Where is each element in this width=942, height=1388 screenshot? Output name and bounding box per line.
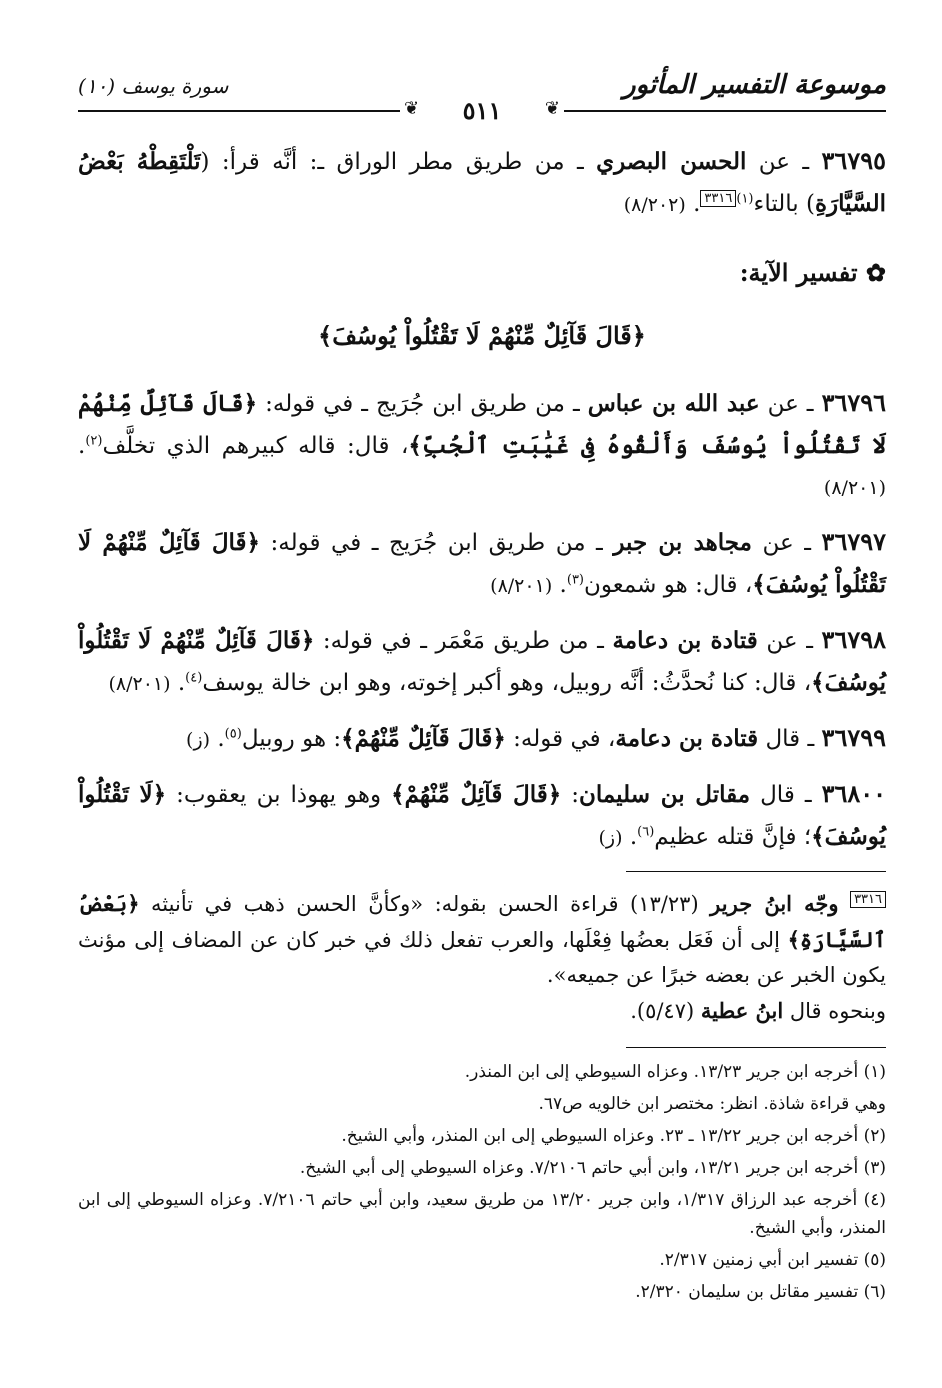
footnote-marker: (٢) bbox=[85, 433, 103, 449]
entry-text: ، قال: كنا نُحدَّثُ: أنَّه روبيل، وهو أكبر إخوته، وهو ابن خالة يوسف bbox=[202, 670, 812, 696]
entry-text: . bbox=[559, 572, 567, 598]
footnote-marker: (٥) bbox=[224, 726, 242, 742]
section-heading bbox=[78, 252, 886, 293]
quran-quote: ﴿قَالَ قَآئِلٌ مِّنْهُمْ لَا تَقْتُلُواْ يُوسُفَ﴾ bbox=[78, 627, 886, 696]
footnote-marker: (٤) bbox=[185, 670, 203, 686]
quran-quote: ﴿قَالَ قَآئِلٌ مِّنْهُمْ﴾ bbox=[341, 725, 506, 752]
entry-text: ) بالتاء bbox=[753, 191, 815, 217]
footnote: (٢) أخرجه ابن جرير ١٣/٢٢ ـ ٢٣. وعزاه السيوطي إلى ابن المنذر، وأبي الشيخ. bbox=[341, 1126, 886, 1146]
entry-number: ٣٦٧٩٥ bbox=[821, 146, 886, 175]
source-ref: (٨/٢٠١) bbox=[108, 673, 171, 695]
entry-text: ـ من طريق ابن جُرَيج ـ في قوله: bbox=[257, 391, 588, 417]
footnote: (٥) تفسير ابن أبي زمنين ٢/٣١٧. bbox=[659, 1250, 886, 1270]
entry-text: ، قال: قاله كبيرهم الذي تخلَّف bbox=[102, 433, 409, 459]
quran-quote: ﴿قَالَ قَآئِلٌ مِّنْهُمْ لَا تَقْتُلُواْ يُوسُفَ﴾ bbox=[78, 529, 886, 598]
quran-quote: ﴿بَعْضُ ٱلسَّيَّارَةِ﴾ bbox=[78, 891, 886, 952]
entry-text: ، قال: هو شمعون bbox=[584, 572, 753, 598]
narrator-name: عبد الله بن عباس bbox=[587, 390, 760, 417]
entry-36800 bbox=[78, 773, 886, 859]
section-title: تفسير الآية: bbox=[739, 258, 858, 287]
quran-quote: ﴿لَا تَقْتُلُواْ يُوسُفَ﴾ bbox=[78, 781, 886, 850]
entry-36798 bbox=[78, 619, 886, 705]
header-rule bbox=[78, 96, 886, 126]
footnote: وهي قراءة شاذة. انظر: مختصر ابن خالويه ص٦٧. bbox=[538, 1094, 886, 1114]
source-ref: (ز) bbox=[186, 729, 211, 751]
footnotes bbox=[78, 1058, 886, 1306]
entry-text: ـ عن bbox=[757, 628, 822, 654]
verse-heading: ﴿قَالَ قَآئِلٌ مِّنْهُمْ لَا تَقْتُلُواْ يُوسُفَ﴾ bbox=[318, 321, 646, 350]
entry-text: : هو روبيل bbox=[241, 726, 342, 752]
source-ref: (٨/٢٠١) bbox=[823, 477, 886, 499]
quran-quote: ﴿قَالَ قَآئِلٌ مِّنْهُمْ لَا تَقْتُلُواْ يُوسُفَ وَأَلْقُوهُ فِى غَيَٰبَتِ ٱلْجُبِّ﴾ bbox=[78, 390, 886, 459]
entry-text: ـ من طريق ابن جُرَيج ـ في قوله: bbox=[260, 530, 614, 556]
entry-36796 bbox=[78, 382, 886, 509]
entry-text: ـ من طريق مطر الوراق ـ: أنَّه قرأ: ( bbox=[200, 149, 597, 175]
source-ref: (٨/٢٠١) bbox=[490, 575, 553, 597]
commentator-name: وجّه ابنُ جرير bbox=[710, 891, 839, 916]
entry-text: ـ عن bbox=[746, 149, 822, 175]
commentary-separator bbox=[626, 871, 886, 872]
footnote: (٤) أخرجه عبد الرزاق ١/٣١٧، وابن جرير ١٣/٢٠ من طريق سعيد، وابن أبي حاتم ٧/٢١٠٦. وعزاه السيوطي إلى ابن المنذر، وأبي الشيخ. bbox=[78, 1190, 886, 1238]
commentary-text: (٥/٤٧). bbox=[630, 999, 701, 1023]
main-text bbox=[78, 140, 886, 1310]
header-line-right bbox=[564, 110, 886, 112]
entry-text: ، في قوله: bbox=[505, 726, 616, 752]
entry-36797 bbox=[78, 521, 886, 607]
entry-text: ـ عن bbox=[759, 391, 822, 417]
entry-text: ـ من طريق مَعْمَر ـ في قوله: bbox=[314, 628, 613, 654]
entry-number: ٣٦٧٩٨ bbox=[821, 625, 886, 654]
entry-text: . bbox=[78, 433, 86, 459]
entry-text: ـ قال bbox=[750, 782, 822, 808]
narrator-name: مجاهد بن جبر bbox=[613, 529, 752, 556]
source-ref: (ز) bbox=[598, 827, 623, 849]
header-line-left bbox=[78, 110, 400, 112]
ornament-icon: ❦ bbox=[544, 98, 560, 119]
footnote-marker: (٦) bbox=[637, 824, 655, 840]
entry-text: وهو يهوذا بن يعقوب: bbox=[166, 782, 392, 808]
entry-36799 bbox=[78, 717, 886, 761]
commentary-text: إلى أن فَعَل بعضُها فِعْلَها، والعرب تفعل ذلك في خبر كان عن المضاف إلى مؤنث يكون الخبر عن بعضه خبرًا عن جميعه». bbox=[78, 928, 886, 987]
entry-text: . bbox=[177, 670, 186, 696]
narrator-name: مقاتل بن سليمان bbox=[578, 781, 751, 808]
commentary-note bbox=[78, 886, 886, 1029]
footnotes-separator bbox=[626, 1047, 886, 1048]
entry-number: ٣٦٧٩٧ bbox=[821, 527, 886, 556]
entry-36795 bbox=[78, 140, 886, 226]
commentary-text: وبنحوه قال bbox=[783, 999, 886, 1023]
narrator-name: قتادة بن دعامة bbox=[612, 627, 758, 654]
entry-number: ٣٦٧٩٩ bbox=[821, 723, 886, 752]
source-ref: (٨/٢٠٢) bbox=[623, 194, 686, 216]
entry-text: : bbox=[561, 782, 579, 808]
entry-text: ـ قال bbox=[758, 726, 822, 752]
entry-text: . bbox=[629, 824, 638, 850]
page-header bbox=[78, 60, 886, 126]
footnote: (٣) أخرجه ابن جرير ١٣/٢١، وابن أبي حاتم ٧/٢١٠٦. وعزاه السيوطي إلى أبي الشيخ. bbox=[299, 1158, 886, 1178]
surah-title: سورة يوسف (١٠) bbox=[78, 74, 229, 98]
page-number: ٥١١ bbox=[462, 96, 502, 125]
narrator-name: قتادة بن دعامة bbox=[615, 725, 759, 752]
entry-text: ؛ فإنَّ قتله عظيم bbox=[654, 824, 812, 850]
entry-text: . bbox=[217, 726, 225, 752]
ornament-icon: ❦ bbox=[404, 98, 420, 119]
entry-text: ـ عن bbox=[751, 530, 822, 556]
flower-ornament-icon: ✿ bbox=[865, 258, 886, 287]
footnote-marker: (١) bbox=[736, 191, 754, 207]
commentary-box-label: ٣٣١٦ bbox=[850, 891, 886, 908]
commentary-text: (١٣/٢٣) قراءة الحسن بقوله: «وكأنَّ الحسن ذهب في تأنيثه bbox=[139, 892, 711, 916]
footnote: (٦) تفسير مقاتل بن سليمان ٢/٣٢٠. bbox=[635, 1282, 886, 1302]
commentary-box-ref: ٣٣١٦ bbox=[700, 190, 736, 207]
footnote-marker: (٣) bbox=[566, 572, 584, 588]
narrator-name: الحسن البصري bbox=[596, 148, 747, 175]
entry-number: ٣٦٧٩٦ bbox=[821, 388, 887, 417]
footnote: (١) أخرجه ابن جرير ١٣/٢٣. وعزاه السيوطي إلى ابن المنذر. bbox=[464, 1062, 886, 1082]
book-title: موسوعة التفسير المأثور bbox=[623, 70, 886, 100]
entry-number: ٣٦٨٠٠ bbox=[821, 779, 887, 808]
quran-quote: ﴿قَالَ قَآئِلٌ مِّنْهُمْ﴾ bbox=[391, 781, 562, 808]
commentator-name: ابنُ عطية bbox=[700, 998, 784, 1023]
quran-quote: تَلْتَقِطْهُ بَعْضُ السَّيَّارَةِ bbox=[78, 148, 886, 217]
entry-text: . bbox=[693, 191, 701, 217]
